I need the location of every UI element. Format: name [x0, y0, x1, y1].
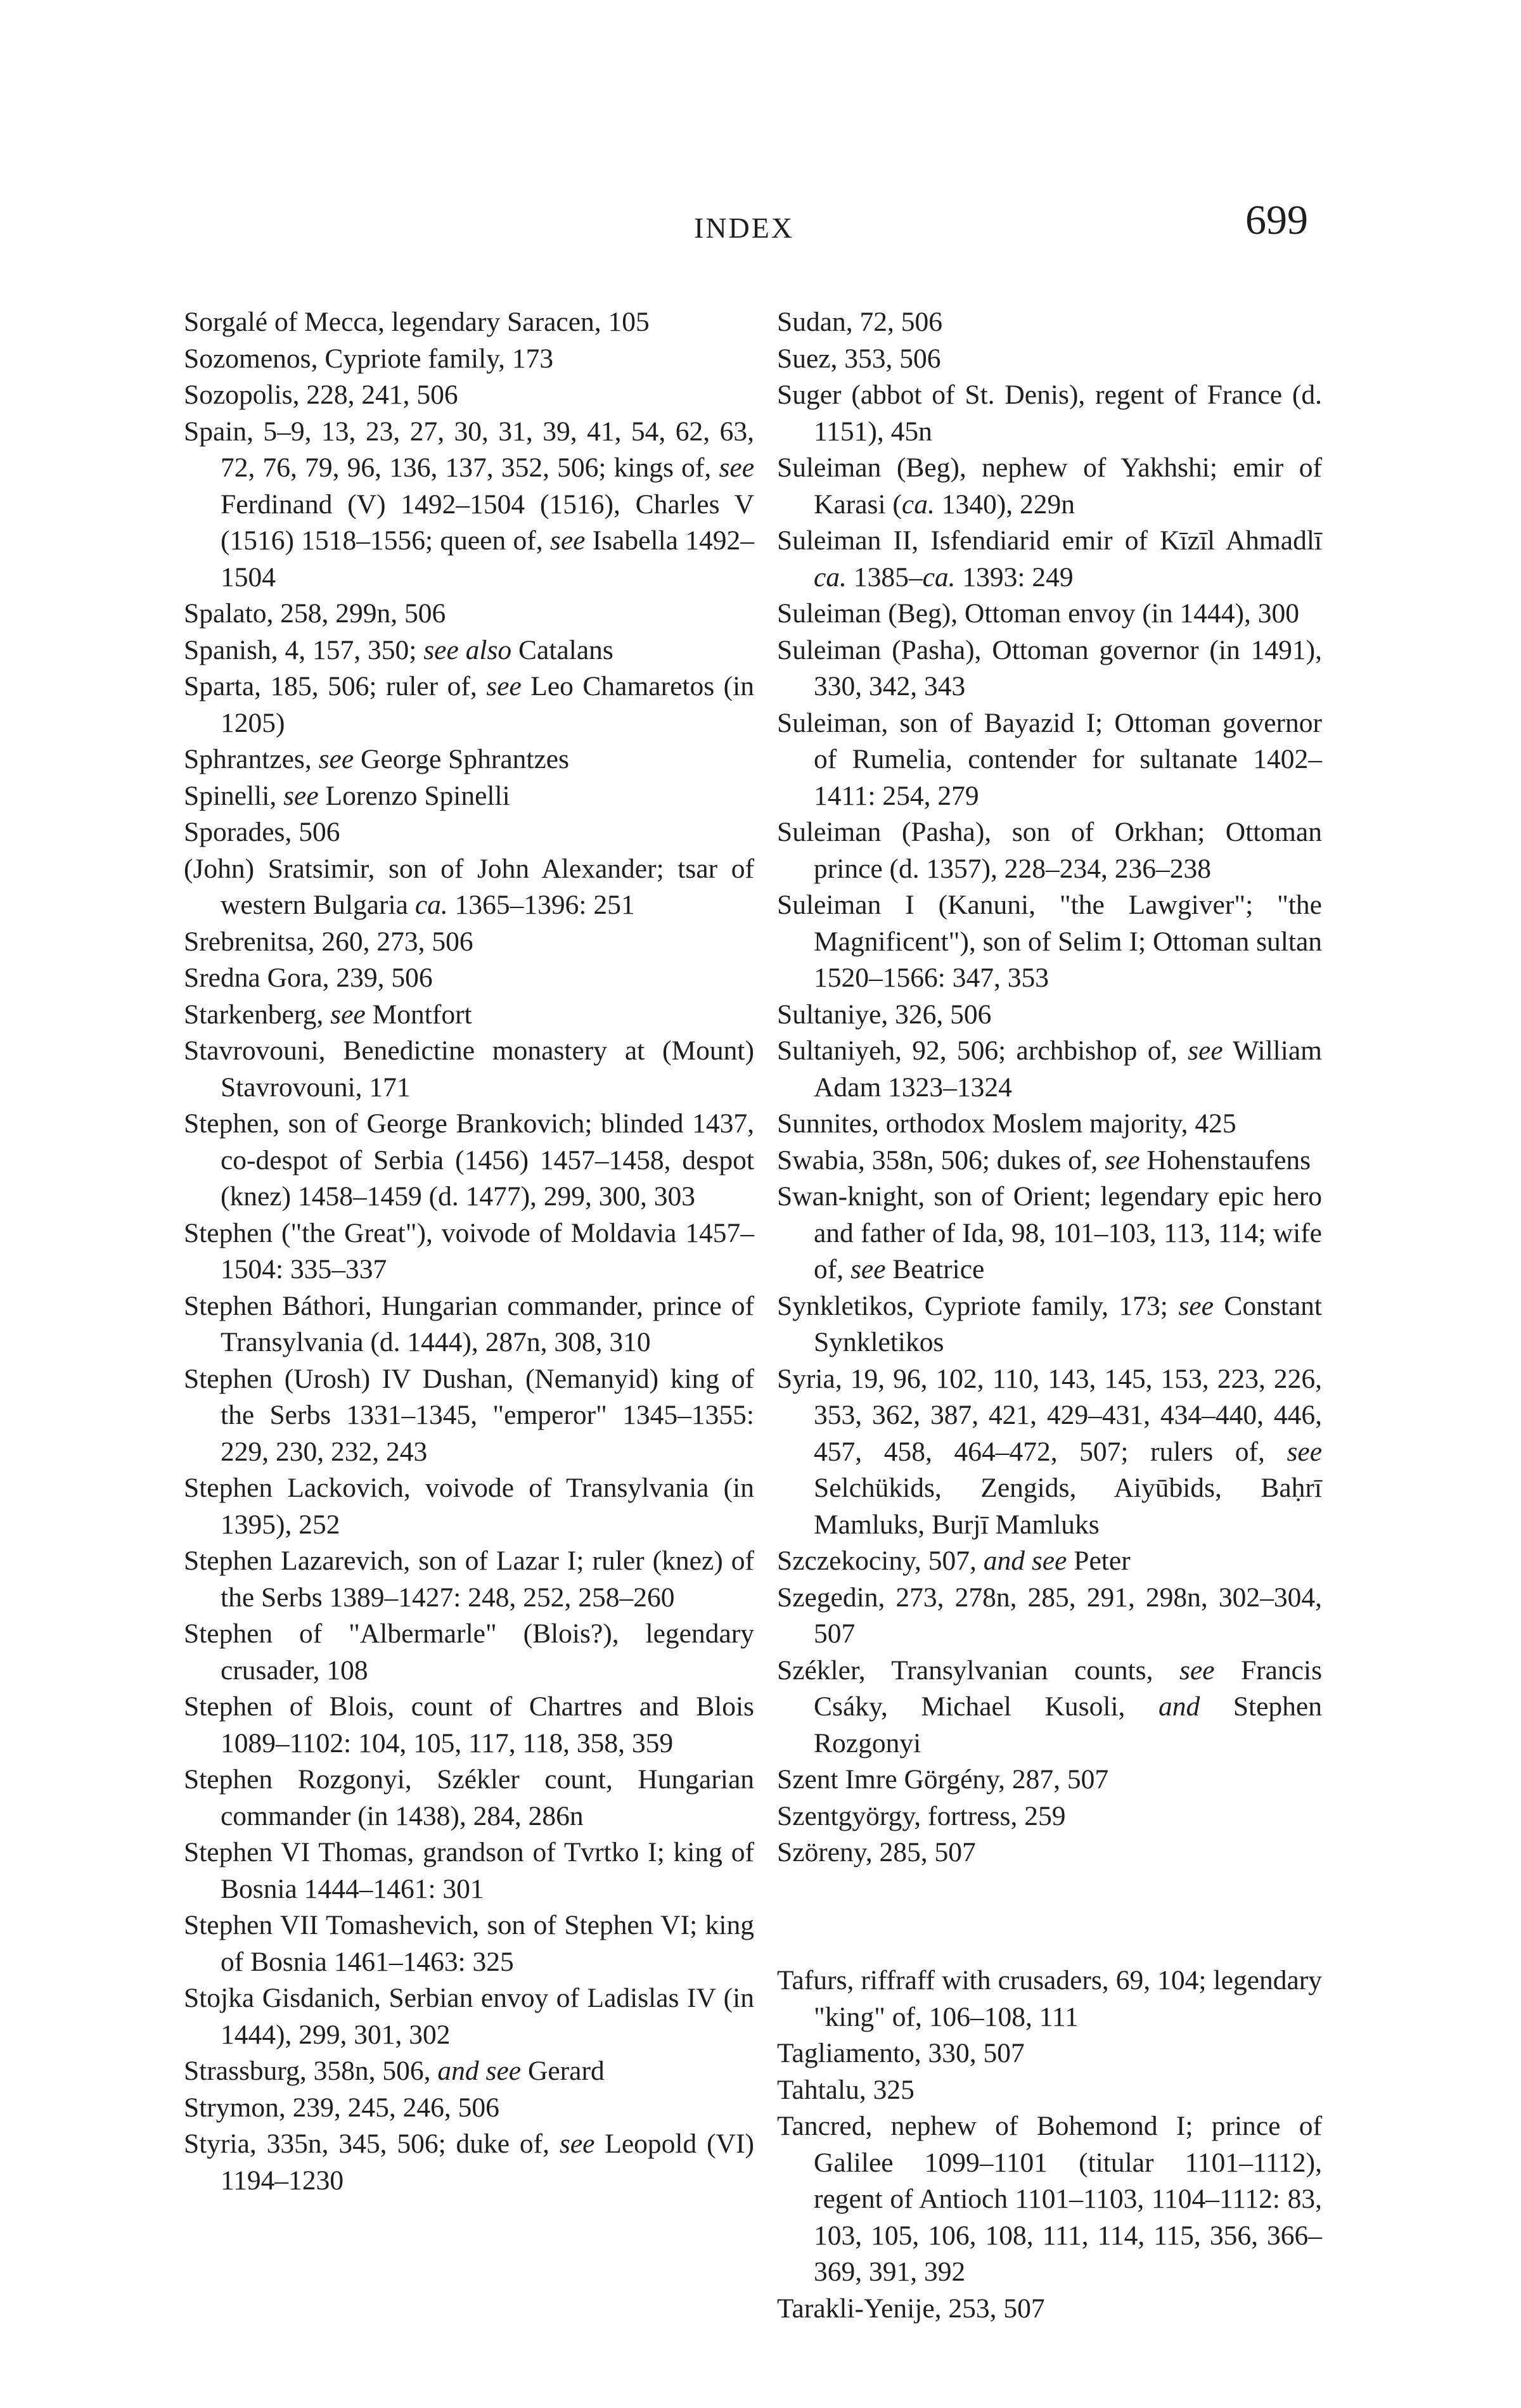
- index-entry: Spalato, 258, 299n, 506: [184, 598, 446, 629]
- index-entry: Strassburg, 358n, 506, and see Gerard: [184, 2056, 605, 2086]
- index-entry: Tagliamento, 330, 507: [777, 2038, 1025, 2068]
- index-entry: Sparta, 185, 506; ruler of, see Leo Chamaretos (in 1205): [184, 671, 754, 738]
- index-entry: Stephen of "Albermarle" (Blois?), legendary crusader, 108: [184, 1618, 754, 1686]
- index-entry: Szczekociny, 507, and see Peter: [777, 1546, 1131, 1576]
- index-entry: Stephen Báthori, Hungarian commander, prince of Transylvania (d. 1444), 287n, 308, 310: [184, 1290, 754, 1357]
- index-entry: Sporades, 506: [184, 817, 340, 847]
- index-entry: Sorgalé of Mecca, legendary Saracen, 105: [184, 307, 650, 337]
- index-entry: Sozomenos, Cypriote family, 173: [184, 343, 554, 374]
- index-entry: Suleiman (Pasha), Ottoman governor (in 1491), 330, 342, 343: [777, 634, 1322, 701]
- index-column-right: [777, 304, 1322, 2327]
- index-entry: Tancred, nephew of Bohemond I; prince of Galilee 1099–1101 (titular 1101–1112), regent of Antioch 1101–1103, 1104–1112: 83, 103, 105, 106, 108, 111, 114, 115, 356, 366–369, 391, 392: [777, 2111, 1322, 2287]
- index-entry: Székler, Transylvanian counts, see Francis Csáky, Michael Kusoli, and Stephen Rozgonyi: [777, 1655, 1323, 1758]
- index-entry: Stephen ("the Great"), voivode of Moldavia 1457–1504: 335–337: [184, 1217, 754, 1284]
- index-entry: Spinelli, see Lorenzo Spinelli: [184, 780, 510, 811]
- index-entry: Sunnites, orthodox Moslem majority, 425: [777, 1108, 1236, 1139]
- index-entry: Tafurs, riffraff with crusaders, 69, 104; legendary "king" of, 106–108, 111: [777, 1965, 1322, 2032]
- index-entry: Sphrantzes, see George Sphrantzes: [184, 744, 570, 774]
- index-entry: Synkletikos, Cypriote family, 173; see Constant Synkletikos: [777, 1290, 1323, 1357]
- index-entry: Suez, 353, 506: [777, 343, 941, 374]
- index-entry: Suleiman II, Isfendiarid emir of Kīzīl Ahmadlī ca. 1385–ca. 1393: 249: [777, 525, 1322, 592]
- index-entry: Stephen Rozgonyi, Székler count, Hungarian commander (in 1438), 284, 286n: [184, 1764, 754, 1831]
- index-entry: Szegedin, 273, 278n, 285, 291, 298n, 302–304, 507: [777, 1582, 1322, 1649]
- index-entry: Stephen (Urosh) IV Dushan, (Nemanyid) king of the Serbs 1331–1345, "emperor" 1345–1355: 229, 230, 232, 243: [184, 1363, 754, 1467]
- index-entry: Tahtalu, 325: [777, 2074, 915, 2105]
- index-entry: Stephen of Blois, count of Chartres and Blois 1089–1102: 104, 105, 117, 118, 358, 359: [184, 1691, 754, 1758]
- index-entry: Tarakli-Yenije, 253, 507: [777, 2293, 1045, 2324]
- index-entry: Suleiman (Pasha), son of Orkhan; Ottoman prince (d. 1357), 228–234, 236–238: [777, 817, 1322, 884]
- index-entry: Spanish, 4, 157, 350; see also Catalans: [184, 634, 613, 665]
- index-entry: Szentgyörgy, fortress, 259: [777, 1800, 1066, 1831]
- index-entry: Suger (abbot of St. Denis), regent of France (d. 1151), 45n: [777, 380, 1322, 447]
- page-number: 699: [1245, 197, 1308, 243]
- running-head-title: INDEX: [694, 212, 795, 244]
- index-entry: Sultaniyeh, 92, 506; archbishop of, see William Adam 1323–1324: [777, 1035, 1322, 1103]
- index-entry: Spain, 5–9, 13, 23, 27, 30, 31, 39, 41, 54, 62, 63, 72, 76, 79, 96, 136, 137, 352, 506; kings of, see Ferdinand (V) 1492–1504 (1516), Charles V (1516) 1518–1556; queen of, see Isabella 1492–1504: [184, 416, 754, 592]
- index-entry: Sultaniye, 326, 506: [777, 999, 992, 1030]
- index-entry: Syria, 19, 96, 102, 110, 143, 145, 153, 223, 226, 353, 362, 387, 421, 429–431, 434–440, 446, 457, 458, 464–472, 507; rulers of, see Selchükids, Zengids, Aiyūbids, Baḥrī Mamluks, Burjī Mamluks: [777, 1363, 1322, 1540]
- index-entry: Stephen Lazarevich, son of Lazar I; ruler (knez) of the Serbs 1389–1427: 248, 252, 258–260: [184, 1546, 754, 1613]
- index-entry: Sredna Gora, 239, 506: [184, 963, 433, 993]
- index-column-left: [184, 304, 754, 2199]
- index-entry: Stephen, son of George Brankovich; blinded 1437, co-despot of Serbia (1456) 1457–1458, despot (knez) 1458–1459 (d. 1477), 299, 300, 303: [184, 1108, 754, 1212]
- section-gap: [777, 1899, 1322, 1935]
- index-entry: Starkenberg, see Montfort: [184, 999, 472, 1030]
- index-entry: Szöreny, 285, 507: [777, 1837, 976, 1867]
- index-entry: Suleiman I (Kanuni, "the Lawgiver"; "the Magnificent"), son of Selim I; Ottoman sultan 1520–1566: 347, 353: [777, 890, 1322, 993]
- index-entry: Swan-knight, son of Orient; legendary epic hero and father of Ida, 98, 101–103, 113, 114; wife of, see Beatrice: [777, 1181, 1322, 1284]
- index-entry: Strymon, 239, 245, 246, 506: [184, 2092, 499, 2123]
- index-entry: Swabia, 358n, 506; dukes of, see Hohenstaufens: [777, 1144, 1311, 1175]
- index-entry: (John) Sratsimir, son of John Alexander; tsar of western Bulgaria ca. 1365–1396: 251: [184, 853, 754, 920]
- index-entry: Stephen VII Tomashevich, son of Stephen VI; king of Bosnia 1461–1463: 325: [184, 1910, 754, 1977]
- index-entry: Suleiman, son of Bayazid I; Ottoman governor of Rumelia, contender for sultanate 1402–1411: 254, 279: [777, 707, 1322, 811]
- index-entry: Stephen VI Thomas, grandson of Tvrtko I; king of Bosnia 1444–1461: 301: [184, 1837, 754, 1904]
- index-entry: Sozopolis, 228, 241, 506: [184, 380, 458, 410]
- index-entry: Stephen Lackovich, voivode of Transylvania (in 1395), 252: [184, 1473, 754, 1540]
- index-entry: Stavrovouni, Benedictine monastery at (Mount) Stavrovouni, 171: [184, 1035, 754, 1103]
- index-entry: Styria, 335n, 345, 506; duke of, see Leopold (VI) 1194–1230: [184, 2129, 754, 2196]
- index-entry: Sudan, 72, 506: [777, 307, 942, 337]
- index-entry: Suleiman (Beg), Ottoman envoy (in 1444), 300: [777, 598, 1299, 629]
- index-entry: Szent Imre Görgény, 287, 507: [777, 1764, 1109, 1795]
- index-entry: Suleiman (Beg), nephew of Yakhshi; emir of Karasi (ca. 1340), 229n: [777, 452, 1322, 520]
- index-entry: Srebrenitsa, 260, 273, 506: [184, 926, 473, 957]
- index-entry: Stojka Gisdanich, Serbian envoy of Ladislas IV (in 1444), 299, 301, 302: [184, 1983, 754, 2050]
